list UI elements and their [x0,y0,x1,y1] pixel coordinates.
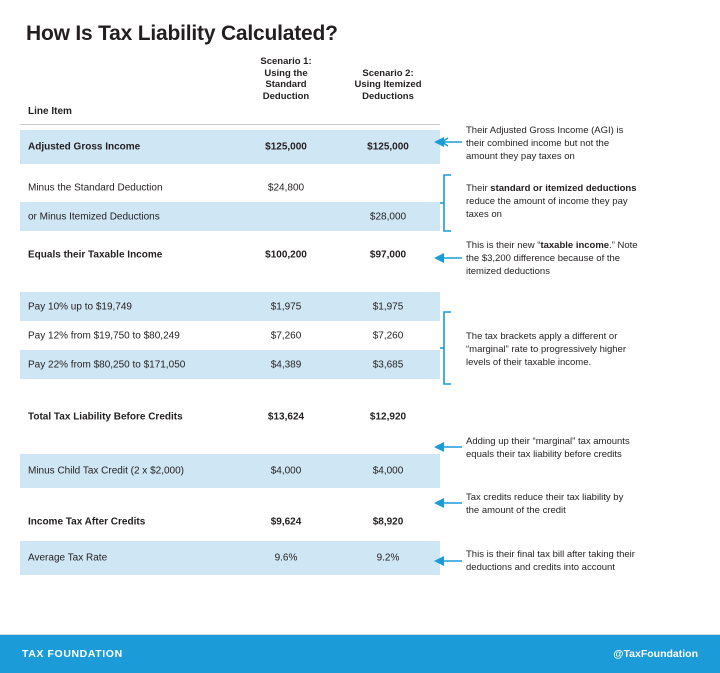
row-value-s2: $12,920 [369,411,407,422]
table-row [20,350,440,379]
row-value-s1: $7,260 [270,330,302,341]
spacer [20,445,440,454]
row-label: Average Tax Rate [28,552,108,564]
spacer [20,231,440,240]
row-label: Total Tax Liability Before Credits [28,411,183,422]
table-row [20,292,440,321]
brace-icon-deductions [440,174,450,232]
tax-table [20,56,440,575]
row-value-s1: $4,389 [270,359,302,370]
table-row [20,240,440,269]
table-row [20,402,440,431]
table-row [20,507,440,536]
table-row [20,173,440,202]
annotation-brackets: The tax brackets apply a different or “marginal” rate to progressively higher levels of their taxable income. [466,331,626,368]
row-label: Minus Child Tax Credit (2 x $2,000) [28,465,184,477]
row-value-s1: 9.6% [274,552,298,564]
row-label: Equals their Taxable Income [28,249,163,260]
row-value-s2: $97,000 [369,249,407,260]
arrow-icon-final-tax [434,556,462,566]
scenario-1-header: Scenario 1: Using the Standard Deduction [260,56,312,102]
row-label: Pay 12% from $19,750 to $80,249 [28,330,180,341]
annotation-deductions: Their standard or itemized deductions reduce the amount of income they pay taxes on [466,183,637,220]
table-row [20,454,440,488]
footer-bar [0,635,720,673]
row-value-s2: $1,975 [372,301,404,312]
row-value-s2: $4,000 [372,465,404,477]
annotation-tax-credit: Tax credits reduce their tax liability by the amount of the credit [466,492,624,516]
arrow-icon-agi [434,137,462,147]
arrow-icon-total-tax [434,442,462,452]
spacer [20,269,440,283]
table-row [20,130,440,164]
row-value-s1: $24,800 [267,182,305,193]
page-title: How Is Tax Liability Calculated? [26,22,338,45]
row-label: Adjusted Gross Income [28,141,141,153]
annotation-agi: Their Adjusted Gross Income (AGI) is their combined income but not the amount they pay taxes on [466,125,624,162]
row-value-s1: $1,975 [270,301,302,312]
row-label: Pay 10% up to $19,749 [28,301,132,312]
row-value-s1: $4,000 [270,465,302,477]
spacer [20,379,440,393]
spacer [20,164,440,173]
row-value-s2: $125,000 [367,141,409,153]
spacer [20,488,440,502]
scenario-2-header: Scenario 2: Using Itemized Deductions [354,67,422,102]
row-label: Income Tax After Credits [28,516,146,527]
spacer [20,283,440,292]
table-row [20,541,440,575]
footer-brand: TAX FOUNDATION [22,648,123,660]
annotation-final-tax: This is their final tax bill after taking their deductions and credits into account [466,549,635,573]
arrow-icon-taxable-income [434,253,462,263]
row-value-s1: $125,000 [265,141,307,153]
footer-handle[interactable]: @TaxFoundation [613,648,698,660]
annotation-total-tax: Adding up their “marginal” tax amounts equals their tax liability before credits [466,436,630,460]
table-row [20,202,440,231]
line-item-header: Line Item [28,106,72,117]
row-value-s2: $8,920 [372,516,404,527]
column-headers [20,56,440,104]
row-value-s2: $3,685 [372,359,404,370]
row-value-s1: $100,200 [265,249,307,260]
spacer [20,431,440,445]
line-item-header-row [20,104,440,125]
row-label: Pay 22% from $80,250 to $171,050 [28,359,186,370]
row-value-s1: $9,624 [270,516,302,527]
row-value-s2: $28,000 [369,211,407,222]
row-value-s1: $13,624 [267,411,305,422]
arrow-icon-tax-credit [434,498,462,508]
annotation-taxable-income: This is their new “taxable income.” Note the $3,200 difference because of the itemized deductions [466,240,638,277]
row-value-s2: $7,260 [372,330,404,341]
row-value-s2: 9.2% [376,552,400,564]
spacer [20,393,440,402]
row-label: Minus the Standard Deduction [28,182,163,193]
brace-icon-brackets [440,311,450,385]
table-row [20,321,440,350]
row-label: or Minus Itemized Deductions [28,211,160,222]
